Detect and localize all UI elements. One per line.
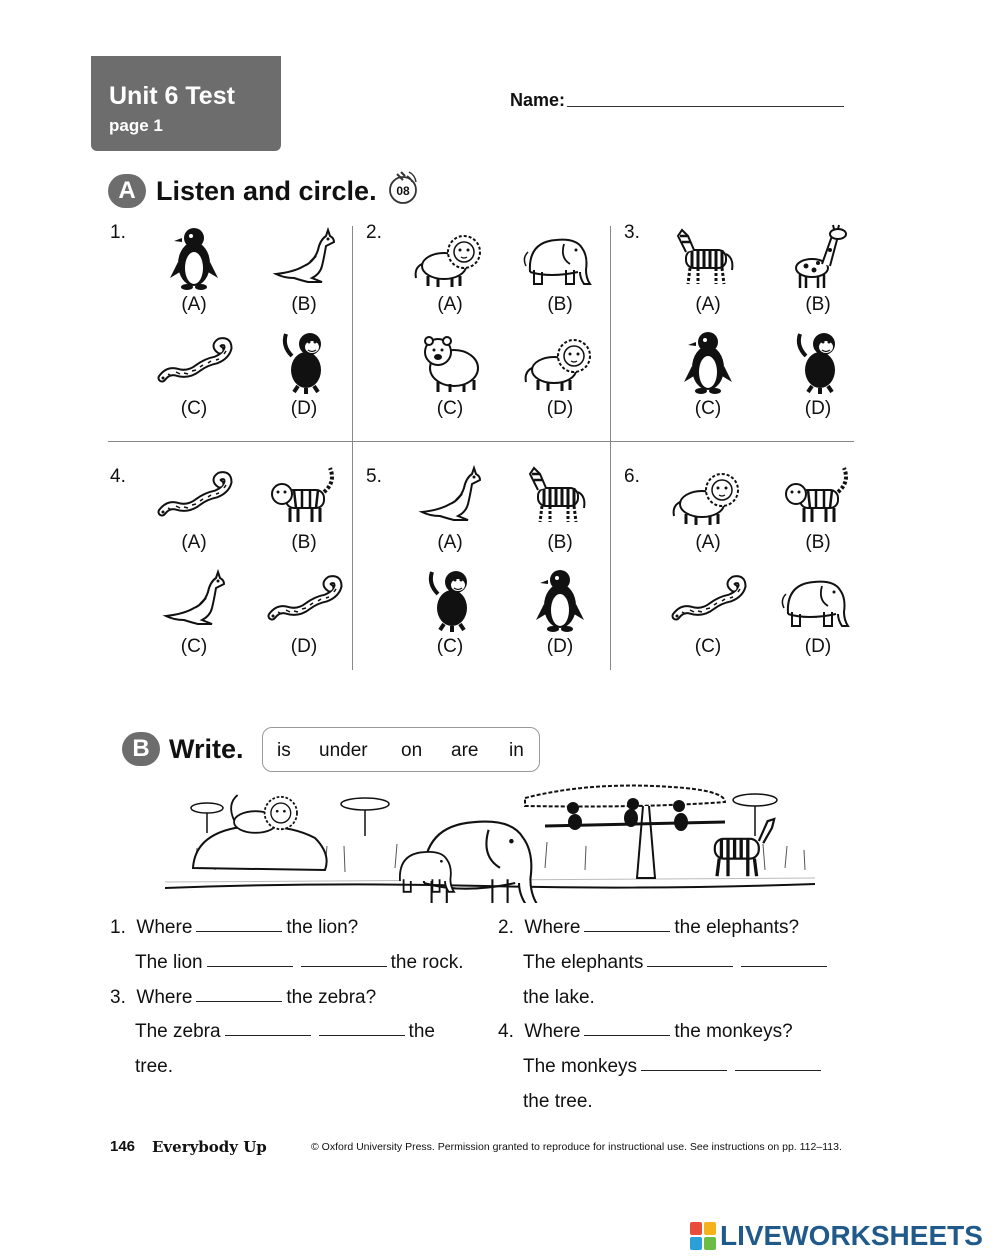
unit-header <box>91 56 281 151</box>
lion-icon[interactable] <box>668 460 748 530</box>
option-label[interactable]: (A) <box>181 532 207 553</box>
option-label[interactable]: (C) <box>694 398 722 419</box>
option-label[interactable]: (C) <box>436 398 464 419</box>
item-number: 1. <box>110 917 126 938</box>
write-item-1-answer <box>135 952 463 974</box>
question-number: 4. <box>110 466 126 487</box>
answer-text: the <box>408 1021 435 1042</box>
option-label[interactable]: (B) <box>547 294 573 315</box>
answer-blank[interactable] <box>196 1001 282 1002</box>
word-bank-item: under <box>319 740 368 761</box>
answer-text: The monkeys <box>523 1056 638 1077</box>
liveworksheets-logo[interactable] <box>690 1220 983 1252</box>
snake-icon[interactable] <box>668 564 748 634</box>
penguin-icon[interactable] <box>668 326 748 396</box>
audio-track-number: 08 <box>396 184 410 198</box>
option-label[interactable]: (D) <box>290 636 318 657</box>
write-item-4-answer <box>523 1056 825 1078</box>
write-item-2-answer <box>523 952 831 974</box>
answer-blank[interactable] <box>584 931 670 932</box>
section-b-badge: B <box>122 732 160 766</box>
zebra-icon[interactable] <box>668 222 748 292</box>
lion-icon[interactable] <box>520 326 600 396</box>
answer-blank[interactable] <box>301 966 387 967</box>
question-number: 1. <box>110 222 126 243</box>
question-number: 5. <box>366 466 382 487</box>
answer-text: the rock. <box>390 952 464 973</box>
word-bank-item: is <box>277 740 291 761</box>
answer-blank[interactable] <box>207 966 293 967</box>
question-number: 3. <box>624 222 640 243</box>
option-label[interactable]: (B) <box>291 532 317 553</box>
question-text: the monkeys? <box>674 1021 793 1042</box>
answer-blank[interactable] <box>225 1035 311 1036</box>
grid-divider <box>108 441 854 442</box>
giraffe-icon[interactable] <box>778 222 858 292</box>
write-item-1-question <box>110 917 358 939</box>
word-bank-item: are <box>451 740 479 761</box>
item-number: 2. <box>498 917 514 938</box>
unit-subtitle: page 1 <box>109 116 163 135</box>
question-text: Where <box>136 987 193 1008</box>
name-field[interactable] <box>567 106 844 107</box>
question-text: the zebra? <box>286 987 377 1008</box>
grid-divider <box>610 226 611 670</box>
kangaroo-icon[interactable] <box>410 460 490 530</box>
book-title: Everybody Up <box>152 1138 267 1156</box>
write-item-3-question <box>110 987 376 1009</box>
answer-blank[interactable] <box>319 1035 405 1036</box>
snake-icon[interactable] <box>154 326 234 396</box>
section-a-title: Listen and circle. <box>156 176 377 206</box>
answer-blank[interactable] <box>741 966 827 967</box>
option-label[interactable]: (A) <box>181 294 207 315</box>
zebra-icon[interactable] <box>520 460 600 530</box>
liveworksheets-mark-icon <box>690 1222 716 1250</box>
question-number: 2. <box>366 222 382 243</box>
savanna-scene-illustration <box>165 778 815 903</box>
write-item-2-question <box>498 917 799 939</box>
write-item-3-answer-cont: tree. <box>135 1056 174 1077</box>
section-a-badge: A <box>108 174 146 208</box>
write-item-4-answer-cont: the tree. <box>523 1091 593 1112</box>
elephant-icon[interactable] <box>778 564 858 634</box>
question-number: 6. <box>624 466 640 487</box>
option-label[interactable]: (B) <box>547 532 573 553</box>
option-label[interactable]: (C) <box>694 636 722 657</box>
question-text: the lion? <box>286 917 359 938</box>
snake-icon[interactable] <box>154 460 234 530</box>
snake-icon[interactable] <box>264 564 344 634</box>
answer-blank[interactable] <box>584 1035 670 1036</box>
option-label[interactable]: (D) <box>804 398 832 419</box>
question-text: Where <box>524 1021 581 1042</box>
page-number: 146 <box>110 1138 136 1155</box>
item-number: 3. <box>110 987 126 1008</box>
option-label[interactable]: (B) <box>805 294 831 315</box>
option-label[interactable]: (D) <box>546 398 574 419</box>
word-bank <box>262 727 540 772</box>
write-item-4-question <box>498 1021 793 1043</box>
answer-blank[interactable] <box>641 1070 727 1071</box>
write-item-3-answer <box>135 1021 435 1043</box>
question-text: Where <box>136 917 193 938</box>
answer-blank[interactable] <box>735 1070 821 1071</box>
kangaroo-icon[interactable] <box>264 222 344 292</box>
penguin-icon[interactable] <box>520 564 600 634</box>
option-label[interactable]: (A) <box>437 532 463 553</box>
option-label[interactable]: (C) <box>180 398 208 419</box>
copyright-notice: © Oxford University Press. Permission granted to reproduce for instructional use. See instructions on pp. 112–113. <box>311 1141 842 1153</box>
write-item-2-answer-cont: the lake. <box>523 987 595 1008</box>
answer-text: The elephants <box>523 952 644 973</box>
unit-title: Unit 6 Test <box>109 82 235 110</box>
item-number: 4. <box>498 1021 514 1042</box>
option-label[interactable]: (B) <box>805 532 831 553</box>
tiger-icon[interactable] <box>778 460 858 530</box>
option-label[interactable]: (D) <box>804 636 832 657</box>
option-label[interactable]: (A) <box>695 294 721 315</box>
question-text: the elephants? <box>674 917 800 938</box>
penguin-icon[interactable] <box>154 222 234 292</box>
option-label[interactable]: (D) <box>546 636 574 657</box>
monkey-icon[interactable] <box>778 326 858 396</box>
option-label[interactable]: (D) <box>290 398 318 419</box>
tiger-icon[interactable] <box>264 460 344 530</box>
answer-text: The zebra <box>135 1021 221 1042</box>
option-label[interactable]: (B) <box>291 294 317 315</box>
word-bank-item: in <box>509 740 524 761</box>
kangaroo-icon[interactable] <box>154 564 234 634</box>
option-label[interactable]: (A) <box>695 532 721 553</box>
section-b-title: Write. <box>169 734 244 764</box>
option-label[interactable]: (C) <box>436 636 464 657</box>
bear-icon[interactable] <box>410 326 490 396</box>
name-label: Name: <box>510 90 566 110</box>
word-bank-item: on <box>401 740 423 761</box>
option-label[interactable]: (A) <box>437 294 463 315</box>
grid-divider <box>352 226 353 670</box>
lion-icon[interactable] <box>410 222 490 292</box>
answer-blank[interactable] <box>647 966 733 967</box>
liveworksheets-text: LIVEWORKSHEETS <box>720 1220 983 1251</box>
question-text: Where <box>524 917 581 938</box>
audio-track-icon[interactable] <box>383 168 421 206</box>
option-label[interactable]: (C) <box>180 636 208 657</box>
answer-text: The lion <box>135 952 203 973</box>
elephant-icon[interactable] <box>520 222 600 292</box>
monkey-icon[interactable] <box>410 564 490 634</box>
answer-blank[interactable] <box>196 931 282 932</box>
monkey-icon[interactable] <box>264 326 344 396</box>
